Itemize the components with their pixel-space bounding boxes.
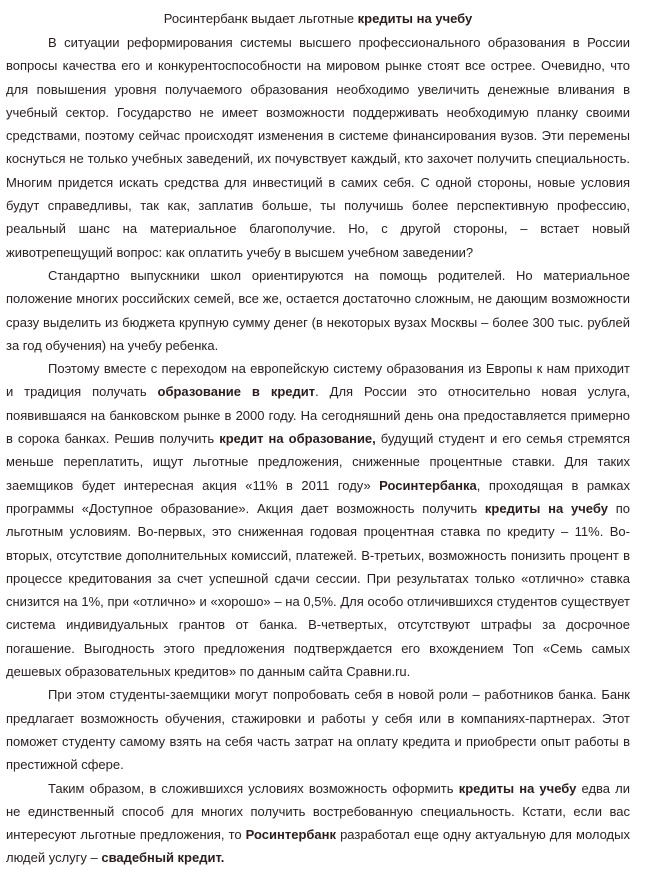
paragraph-4: При этом студенты-заемщики могут попробовать себя в новой роли – работников банка. Банк предлагает возможность обучения, стажировки и работы у себя или в компаниях-партнерах. Этот поможет студенту самому взять на себя часть затрат на оплату кредита и приобрести опыт работы в престижной сфере. <box>6 687 630 773</box>
bold-phrase-bank-name: Росинтербанка <box>379 477 477 493</box>
bold-phrase-wedding-credit: свадебный кредит. <box>101 850 225 866</box>
paragraph-3-text-1: Поэтому вместе с переходом на европейскую систему образования из Европы к нам приходит и традиция получать <box>6 361 630 400</box>
bold-phrase-bank-name-2: Росинтербанк <box>245 827 337 843</box>
title-text: Росинтербанк выдает льготные <box>163 11 358 26</box>
paragraph-3-text-4: , проходящая в рамках программы «Доступное образование». Акция дает возможность получить <box>6 477 630 516</box>
paragraph-2: Стандартно выпускники школ ориентируются на помощь родителей. Но материальное положение многих российских семей, все же, остается достаточно сложным, не дающим возможности сразу выделить из бюджета крупную сумму денег (в некоторых вузах Москвы – более 300 тыс. рублей за год обучения) на учебу ребенка. <box>6 267 630 353</box>
paragraph-1: В ситуации реформирования системы высшего профессионального образования в России вопросы качества его и конкурентоспособности на мировом рынке стоят все острее. Очевидно, что для повышения уровня получаемого образования необходимо увеличить денежные вливания в учебный сектор. Государство не имеет возможности поддерживать необходимую планку своими средствами, поэтому сейчас происходят изменения в системе финансирования вузов. Эти перемены коснуться не только учебных заведений, их почувствует каждый, кто захочет получить специальность. Многим придется искать средства для инвестиций в самих себя. С одной стороны, новые условия будут справедливы, так как, заплатив больше, ты получишь более перспективную профессию, реальный шанс на материальное благополучие. Но, с другой стороны, – встает новый животрепещущий вопрос: как оплатить учебу в высшем учебном заведении? <box>6 35 630 260</box>
paragraph-5-text-2: едва ли не единственный способ для многих получить востребованную специальность. Кстати, если вас интересуют льготные предложения, то <box>6 780 630 843</box>
paragraph-3-text-5: по льготным условиям. Во-первых, это сниженная годовая процентная ставка по кредиту – 11%. Во-вторых, отсутствие дополнительных комиссий, платежей. В-третьих, возможность понизить процент в процессе кредитования за счет успешной сдачи сессии. При результатах только «отлично» ставка снизится на 1%, при «отлично» и «хорошо» – на 0,5%. Для особо отличившихся студентов существует система индивидуальных грантов от банка. В-четвертых, отсутствуют штрафы за досрочное погашение. Выгодность этого предложения подтверждается его вхождением Топ «Семь самых дешевых образовательных кредитов» по данным сайта Сравни.ru. <box>6 500 630 680</box>
bold-phrase-study-credits-2: кредиты на учебу <box>458 780 577 796</box>
document-title <box>6 9 630 29</box>
paragraph-5-text-1: Таким образом, в сложившихся условиях возможность оформить <box>48 780 459 796</box>
paragraph-5-text-3: разработал еще одну актуальную для молодых людей услугу – <box>6 827 630 866</box>
paragraph-5 <box>6 777 630 870</box>
title-bold-text: кредиты на учебу <box>357 11 473 26</box>
paragraph-3-text-3: будущий студент и его семья стремятся меньше переплатить, ищут льготные предложения, сниженные процентные ставки. Для таких заемщиков будет интересная акция «11% в 2011 году» <box>6 431 631 493</box>
paragraph-3-text-2: . Для России это относительно новая услуга, появившаяся на банковском рынке в 2000 году. На сегодняшний день она предоставляется примерно в сорока банках. Решив получить <box>6 384 630 447</box>
bold-phrase-education-credit: образование в кредит <box>157 384 316 400</box>
bold-phrase-study-credits: кредиты на учебу <box>484 500 608 516</box>
bold-phrase-credit-for-education: кредит на образование, <box>219 431 376 447</box>
paragraph-3 <box>6 357 630 683</box>
